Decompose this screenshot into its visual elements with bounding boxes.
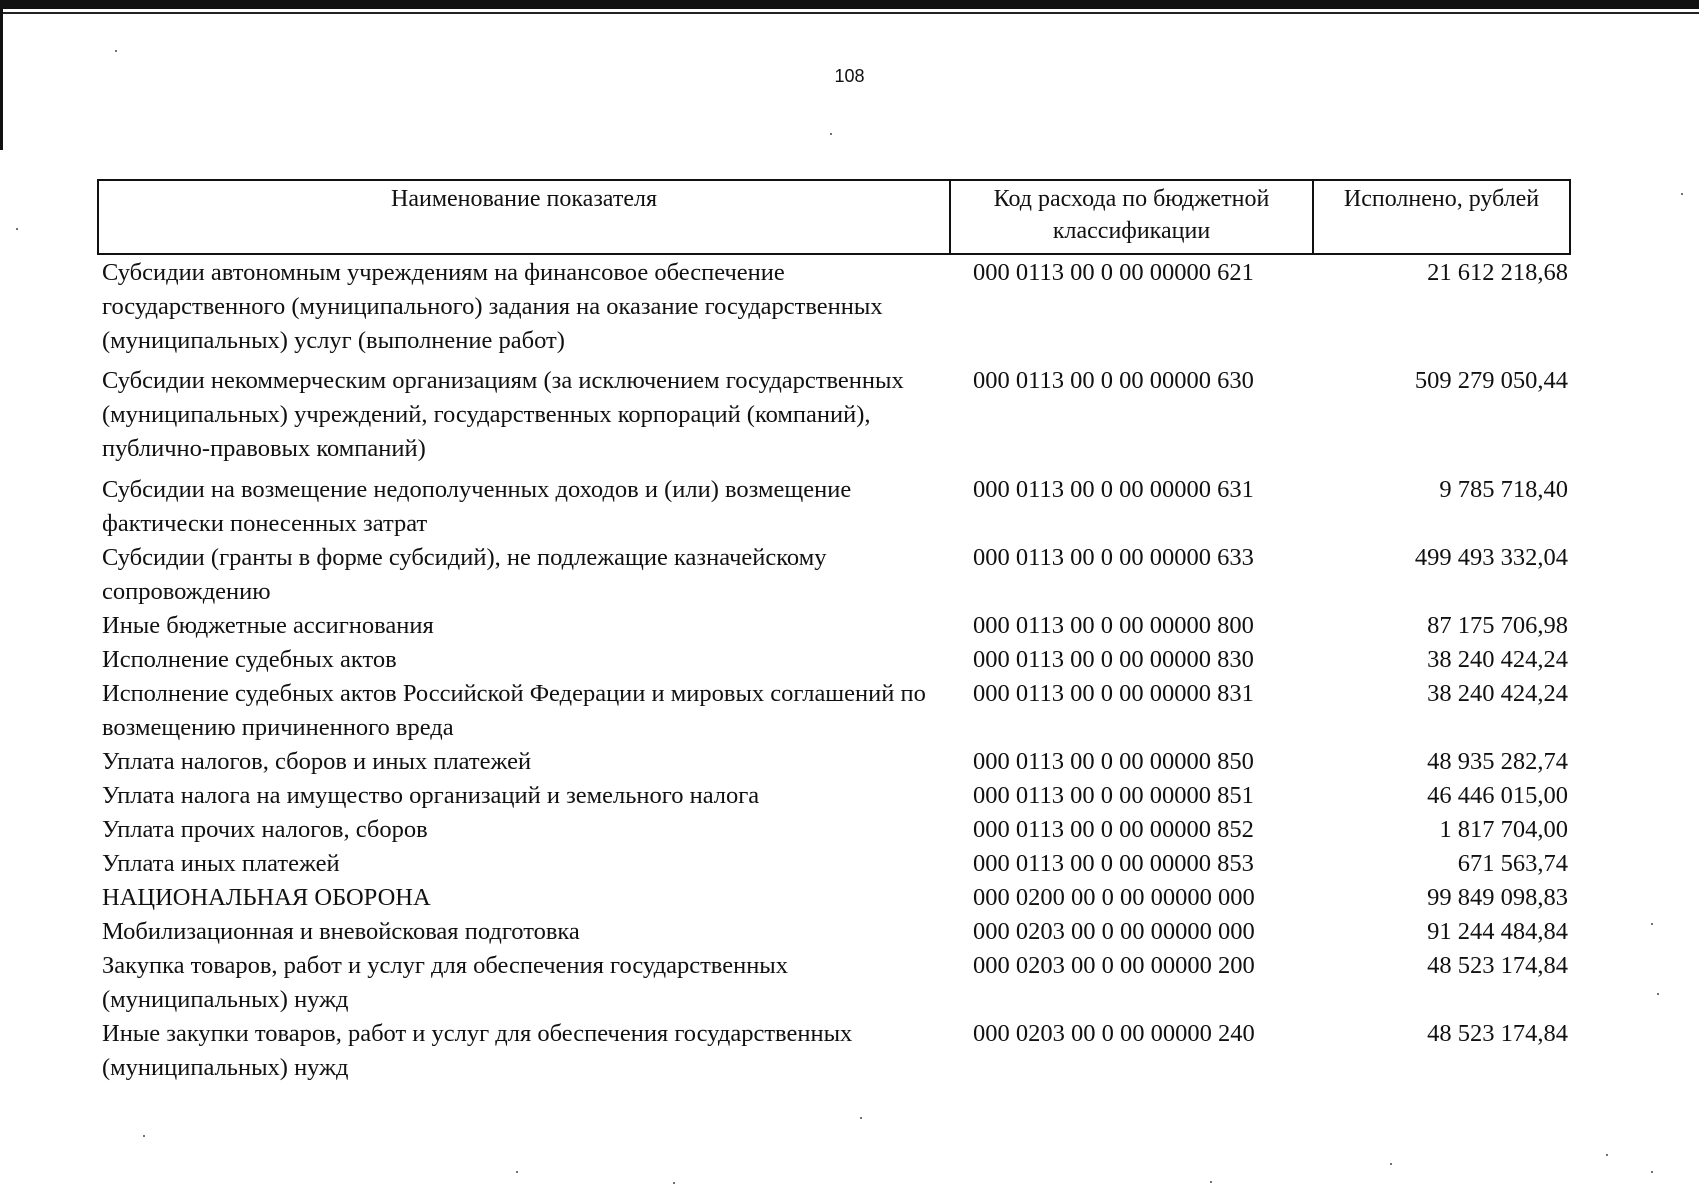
row-code: 000 0113 00 0 00 00000 621 <box>973 259 1254 286</box>
table-row <box>97 364 1571 466</box>
table-row <box>97 643 1571 677</box>
scan-speck <box>1210 1181 1212 1183</box>
row-code: 000 0200 00 0 00 00000 000 <box>973 884 1255 911</box>
scan-top-border <box>0 0 1699 9</box>
row-amount: 46 446 015,00 <box>1427 782 1568 809</box>
row-amount: 91 244 484,84 <box>1427 918 1568 945</box>
row-name: Субсидии некоммерческим организациям (за исключением государственных (муниципальных) учреждений, государственных корпораций (компаний), публично-правовых компаний) <box>102 367 904 462</box>
row-code: 000 0113 00 0 00 00000 800 <box>973 612 1254 639</box>
row-code: 000 0113 00 0 00 00000 852 <box>973 816 1254 843</box>
page-number: 108 <box>834 66 865 86</box>
row-name: Субсидии автономным учреждениям на финансовое обеспечение государственного (муниципального) задания на оказание государственных (муниципальных) услуг (выполнение работ) <box>102 259 883 354</box>
row-code: 000 0203 00 0 00 00000 200 <box>973 952 1255 979</box>
row-name: Закупка товаров, работ и услуг для обеспечения государственных (муниципальных) нужд <box>102 952 789 1013</box>
table-row <box>97 813 1571 847</box>
row-amount: 87 175 706,98 <box>1427 612 1568 639</box>
row-amount: 21 612 218,68 <box>1427 259 1568 286</box>
scan-top-border-thin <box>0 12 1699 14</box>
table-row <box>97 677 1571 745</box>
row-name: Уплата прочих налогов, сборов <box>102 816 428 843</box>
scan-speck <box>143 1135 145 1137</box>
scan-speck <box>115 50 117 52</box>
header-amount: Исполнено, рублей <box>1343 186 1540 212</box>
row-code: 000 0113 00 0 00 00000 850 <box>973 748 1254 775</box>
scan-speck <box>1390 1163 1392 1165</box>
scan-speck <box>860 1117 862 1119</box>
row-amount: 99 849 098,83 <box>1427 884 1568 911</box>
scan-speck <box>16 228 18 230</box>
table-row <box>97 256 1571 358</box>
row-amount: 9 785 718,40 <box>1439 476 1568 503</box>
row-name: НАЦИОНАЛЬНАЯ ОБОРОНА <box>102 884 431 911</box>
row-code: 000 0113 00 0 00 00000 830 <box>973 646 1254 673</box>
row-code: 000 0113 00 0 00 00000 831 <box>973 680 1254 707</box>
row-amount: 499 493 332,04 <box>1414 544 1568 571</box>
row-name: Иные закупки товаров, работ и услуг для обеспечения государственных (муниципальных) нужд <box>102 1020 853 1081</box>
row-amount: 1 817 704,00 <box>1439 816 1568 843</box>
row-code: 000 0113 00 0 00 00000 631 <box>973 476 1254 503</box>
row-name: Уплата налогов, сборов и иных платежей <box>102 748 532 775</box>
table-row <box>97 915 1571 949</box>
row-code: 000 0113 00 0 00 00000 633 <box>973 544 1254 571</box>
table-body <box>97 256 1571 1085</box>
row-code: 000 0203 00 0 00 00000 240 <box>973 1020 1255 1047</box>
table-row <box>97 881 1571 915</box>
table-row <box>97 847 1571 881</box>
row-amount: 48 523 174,84 <box>1427 952 1568 979</box>
row-name: Субсидии (гранты в форме субсидий), не подлежащие казначейскому сопровождению <box>102 544 827 605</box>
expenditure-table <box>97 179 1571 1085</box>
row-amount: 509 279 050,44 <box>1414 367 1568 394</box>
row-name: Мобилизационная и вневойсковая подготовка <box>102 918 580 945</box>
scan-speck <box>1681 193 1683 195</box>
header-code: Код расхода по бюджетной классификации <box>951 181 1314 253</box>
row-amount: 48 523 174,84 <box>1427 1020 1568 1047</box>
scan-speck <box>830 133 832 135</box>
row-amount: 38 240 424,24 <box>1427 646 1568 673</box>
row-code: 000 0203 00 0 00 00000 000 <box>973 918 1255 945</box>
row-name: Исполнение судебных актов Российской Федерации и мировых соглашений по возмещению причиненного вреда <box>102 680 926 741</box>
scan-speck <box>673 1182 675 1184</box>
table-row <box>97 745 1571 779</box>
scan-speck <box>1657 993 1659 995</box>
scan-speck <box>1651 1171 1653 1173</box>
row-amount: 48 935 282,74 <box>1427 748 1568 775</box>
table-row <box>97 949 1571 1017</box>
table-row <box>97 1017 1571 1085</box>
row-name: Иные бюджетные ассигнования <box>102 612 434 639</box>
scan-speck <box>516 1171 518 1173</box>
table-row <box>97 609 1571 643</box>
scan-speck <box>1651 923 1653 925</box>
row-code: 000 0113 00 0 00 00000 630 <box>973 367 1254 394</box>
header-name: Наименование показателя <box>99 181 951 253</box>
scan-speck <box>1606 1154 1608 1156</box>
table-header <box>97 179 1571 255</box>
row-name: Исполнение судебных актов <box>102 646 397 673</box>
row-name: Субсидии на возмещение недополученных доходов и (или) возмещение фактически понесенных затрат <box>102 476 852 537</box>
table-row <box>97 473 1571 541</box>
row-code: 000 0113 00 0 00 00000 851 <box>973 782 1254 809</box>
table-row <box>97 541 1571 609</box>
row-name: Уплата налога на имущество организаций и земельного налога <box>102 782 760 809</box>
row-amount: 38 240 424,24 <box>1427 680 1568 707</box>
row-code: 000 0113 00 0 00 00000 853 <box>973 850 1254 877</box>
row-name: Уплата иных платежей <box>102 850 340 877</box>
table-row <box>97 779 1571 813</box>
row-amount: 671 563,74 <box>1457 850 1568 877</box>
